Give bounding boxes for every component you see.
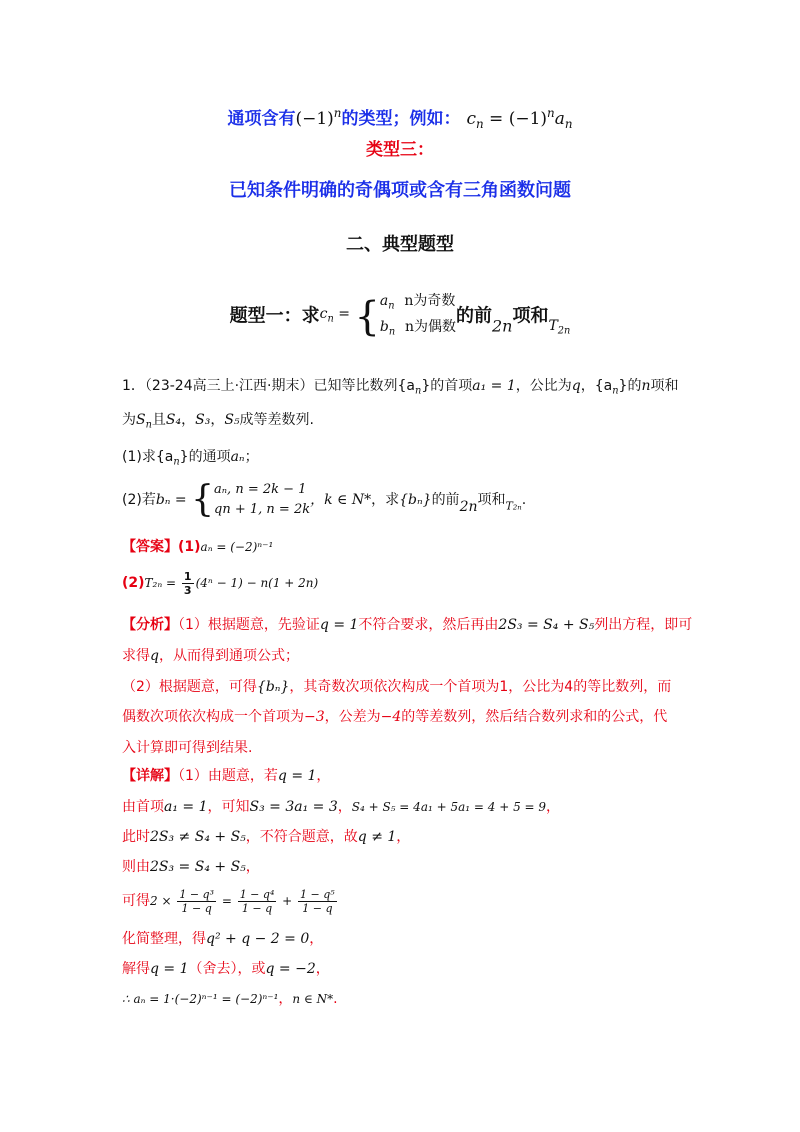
detail-line-6: 化简整理，得q² + q − 2 = 0， xyxy=(122,931,324,947)
analysis-line-2: 求得q，从而得到通项公式； xyxy=(122,648,299,664)
topic-cases: $a_n$ n为奇数 $b_n$ n为偶数 xyxy=(379,293,456,338)
problem-line-2: 为$S_n$且S₄，S₃，S₅成等差数列. xyxy=(122,412,314,431)
answer-label: 【答案】 xyxy=(122,539,178,555)
problem-line-1: 1．（23-24高三上·江西·期末）已知等比数列$\{a_n\}$的首项a₁ = 1，公比为q，$\{a_n\}$的n项和 xyxy=(122,378,679,397)
detail-line-7: 解得q = 1（舍去），或q = −2， xyxy=(122,961,330,977)
heading-text: 的类型；例如： xyxy=(341,109,461,130)
topic-math: $c_n$ = xyxy=(319,306,355,325)
topic-text: 项和 xyxy=(512,305,549,327)
detail-line-8: ∴ aₙ = 1·(−2)ⁿ⁻¹ = (−2)ⁿ⁻¹，n ∈ N*. xyxy=(122,991,338,1007)
type-heading-line xyxy=(0,100,800,137)
left-brace: { xyxy=(354,293,380,340)
topic-heading xyxy=(0,290,800,356)
section-title: 二、典型题型 xyxy=(346,234,454,255)
detail-line-1: 【详解】（1）由题意，若q = 1， xyxy=(122,768,331,784)
analysis-line-5: 入计算即可得到结果. xyxy=(122,740,253,756)
problem-part-1: (1)求$\{a_n\}$的通项aₙ； xyxy=(122,449,259,468)
topic-text: 的前 xyxy=(455,305,492,327)
type-three-description: 已知条件明确的奇偶项或含有三角函数问题 xyxy=(229,180,571,201)
answer-part-2: (2)T₂ₙ = $\frac{1}{3}$ (4ⁿ − 1) − n(1 + 2n) xyxy=(122,569,319,597)
detail-label: 【详解】 xyxy=(122,768,178,784)
problem-source: （23-24高三上·江西·期末） xyxy=(144,378,314,394)
heading-math: $(-1)^n$ xyxy=(295,106,342,130)
analysis-line-4: 偶数次项依次构成一个首项为−3，公差为−4的等差数列，然后结合数列求和的公式，代 xyxy=(122,709,668,725)
problem-part-2: (2)若bₙ = { aₙ, n = 2k − 1 qn + 1, n = 2k ，k ∈ N*，求{bₙ}的前2n项和$_{T_{2n}}$. xyxy=(122,479,527,520)
analysis-line-1: 【分析】（1）根据题意，先验证q = 1不符合要求，然后再由2S₃ = S₄ + S₅列出方程，即可 xyxy=(122,617,693,633)
answer-part-1: 【答案】(1)aₙ = (−2)ⁿ⁻¹ xyxy=(122,539,274,555)
detail-line-4: 则由2S₃ = S₄ + S₅， xyxy=(122,859,260,875)
type-three-label: 类型三： xyxy=(366,140,434,160)
topic-T: T2n xyxy=(548,318,571,337)
heading-text: 通项含有 xyxy=(227,109,296,130)
analysis-line-3: （2）根据题意，可得{bₙ}，其奇数次项依次构成一个首项为1，公比为4的等比数列，而 xyxy=(122,679,672,695)
detail-line-3: 此时2S₃ ≠ S₄ + S₅，不符合题意，故q ≠ 1， xyxy=(122,829,411,845)
topic-2n: 2n xyxy=(491,316,513,336)
analysis-label: 【分析】 xyxy=(122,617,178,633)
topic-text: 题型一：求 xyxy=(229,305,320,327)
detail-line-2: 由首项a₁ = 1，可知S₃ = 3a₁ = 3，S₄ + S₅ = 4a₁ + 5a₁ = 4 + 5 = 9， xyxy=(122,799,561,815)
detail-line-5: 可得2 × $\frac{\text{1 − q³}}{1 - q}$ = $\frac{\text{1 − q⁴}}{1 - q}$ + $\frac{\text{1 − q⁵}}{1 - q}$ xyxy=(122,887,335,915)
heading-example-math: $c_n = (-1)^na_n$ xyxy=(466,106,573,132)
